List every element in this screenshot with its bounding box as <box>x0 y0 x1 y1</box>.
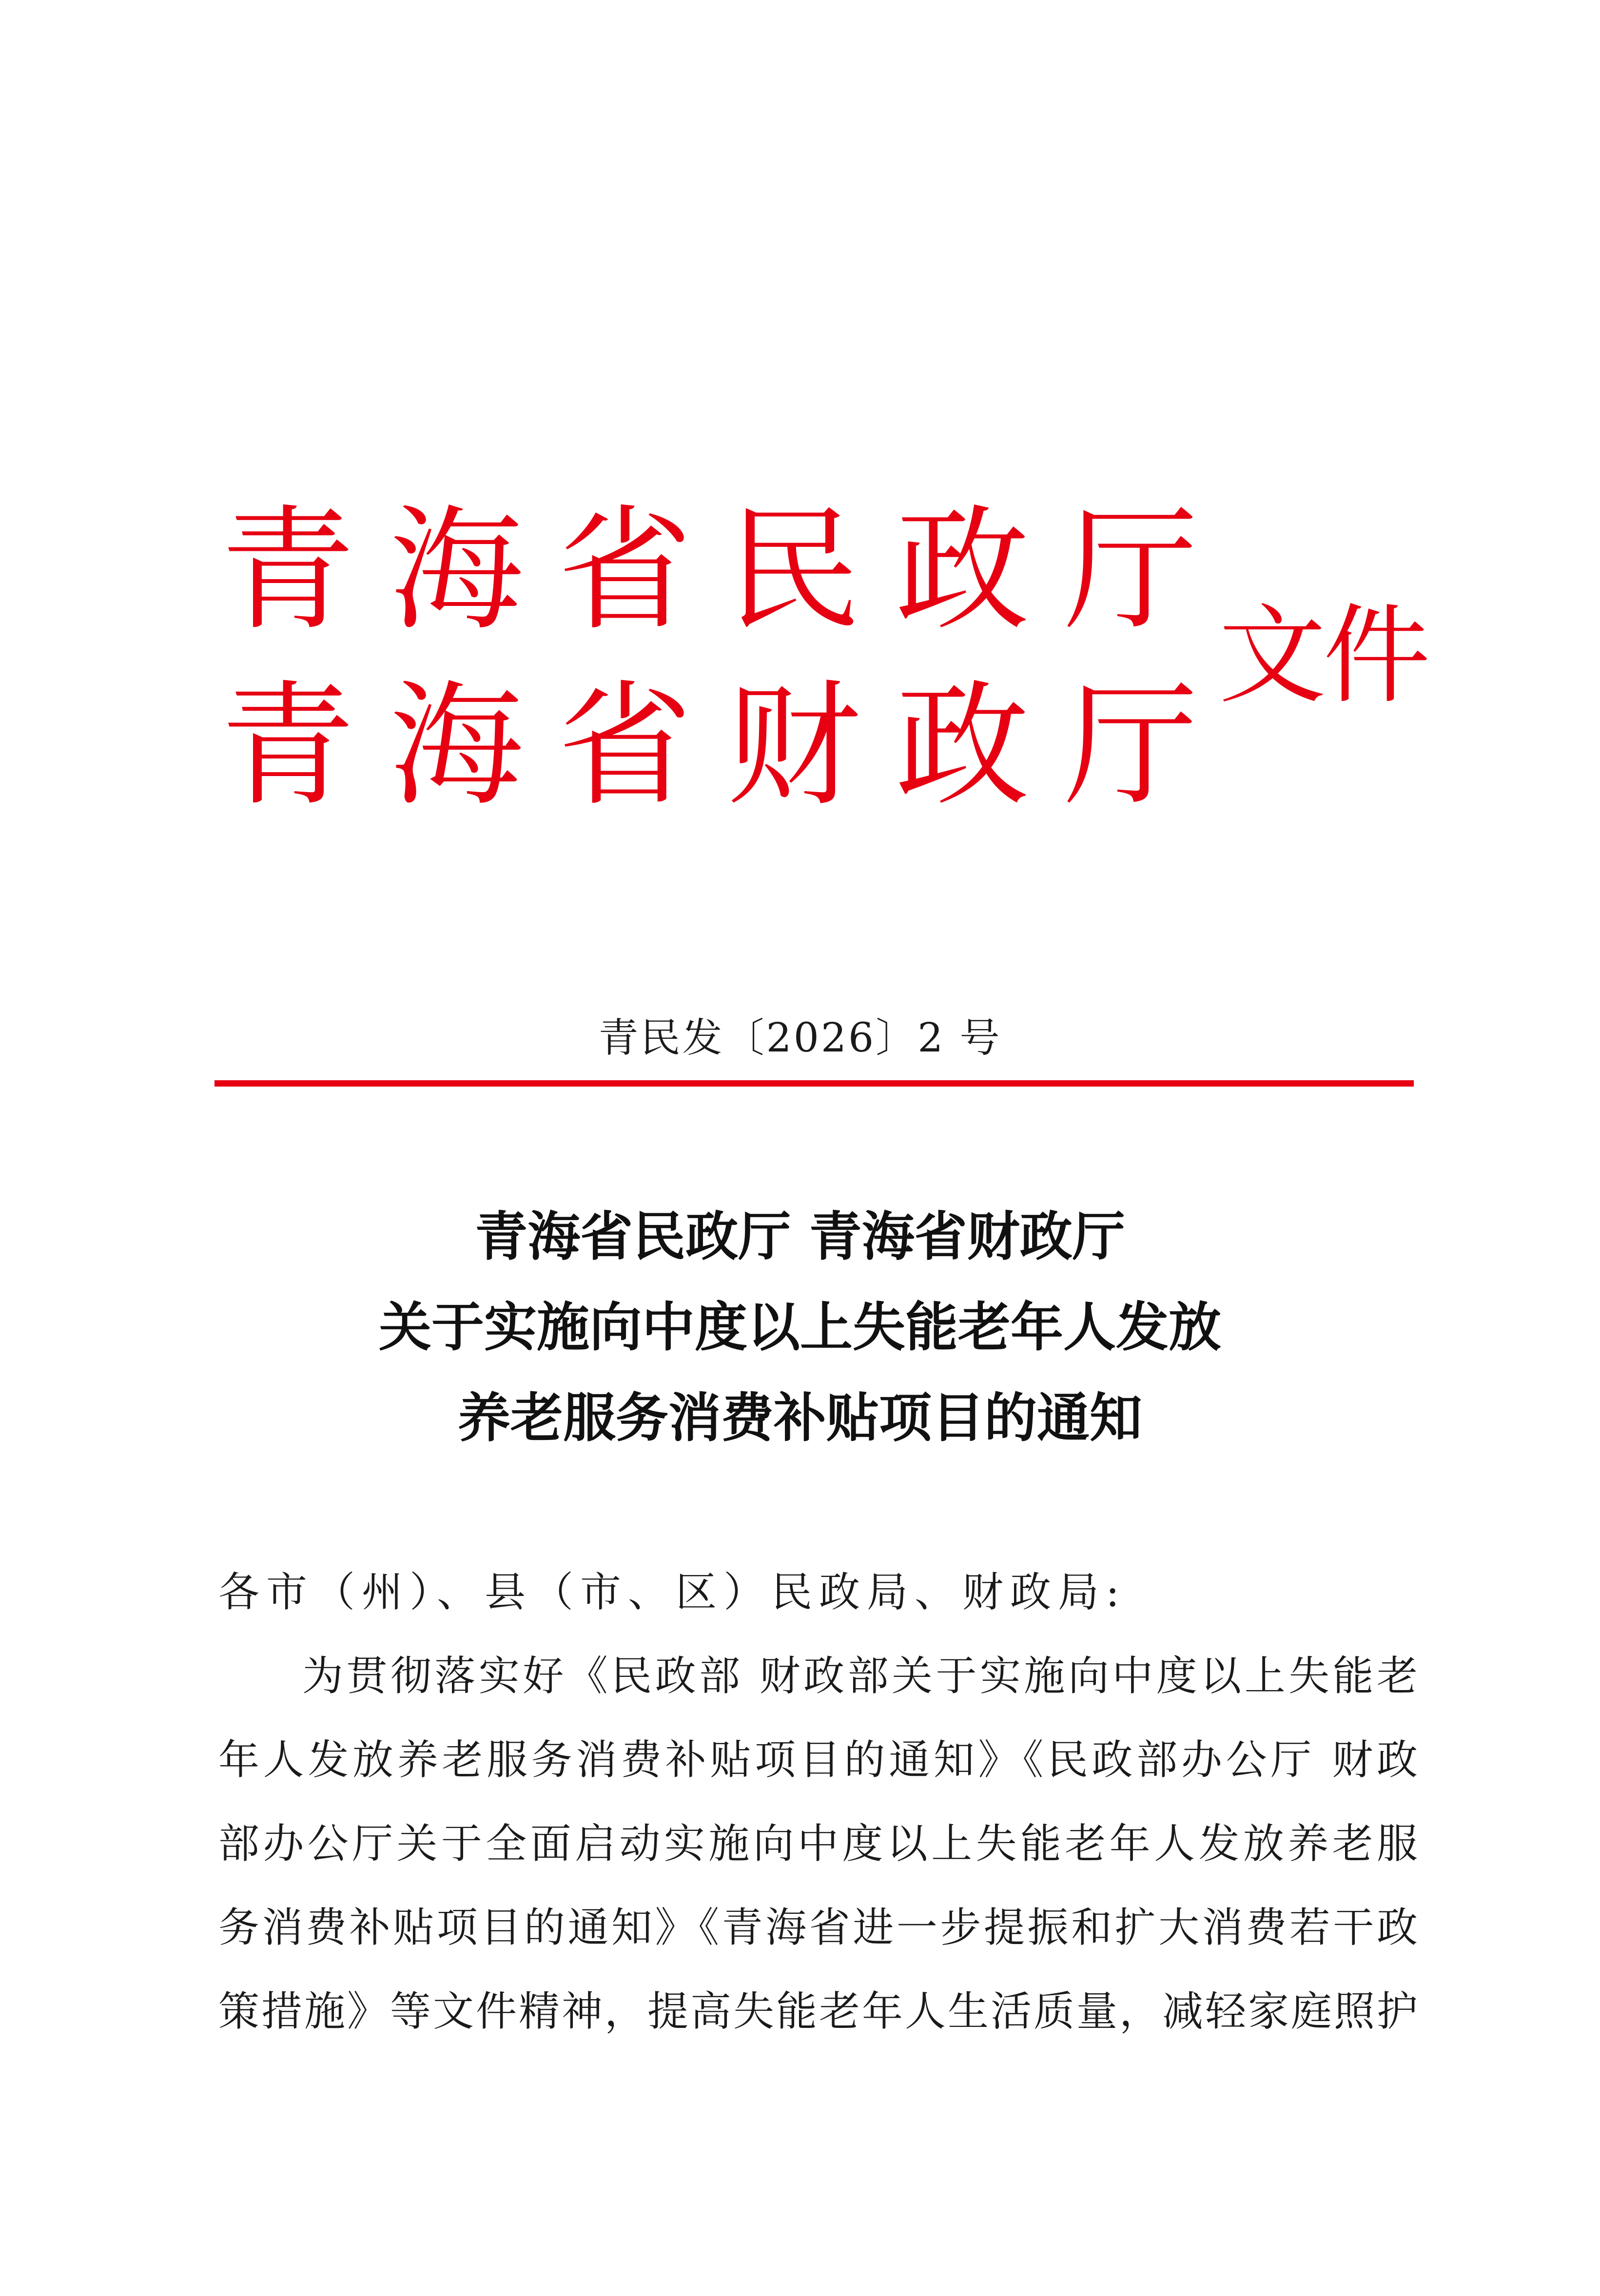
issuer-char: 省 <box>558 492 692 648</box>
issuer-char: 青 <box>220 492 355 648</box>
issuer-char: 海 <box>389 492 524 648</box>
paragraph-line: 部办公厅关于全面启动实施向中度以上失能老年人发放养老服 <box>218 1820 1418 1868</box>
title-line: 关于实施向中度以上失能老年人发放 <box>378 1297 1221 1358</box>
issuer-civil-affairs <box>215 492 1204 648</box>
document-body <box>218 1550 1418 2053</box>
issuer-char: 财 <box>726 668 861 824</box>
paragraph-line: 年人发放养老服务消费补贴项目的通知》《民政部办公厅 财政 <box>218 1736 1418 1784</box>
document-number: 青民发〔2026〕2 号 <box>598 1015 1002 1061</box>
issuer-char: 民 <box>726 492 861 648</box>
issuer-char: 政 <box>895 492 1030 648</box>
title-line: 养老服务消费补贴项目的通知 <box>457 1388 1142 1449</box>
document-type-label: 文件 <box>1219 593 1428 718</box>
title-line: 青海省民政厅 青海省财政厅 <box>475 1206 1125 1267</box>
issuer-char: 厅 <box>1064 668 1198 824</box>
paragraph-line: 策措施》等文件精神，提高失能老年人生活质量，减轻家庭照护 <box>218 1987 1418 2035</box>
paragraph-line: 为贯彻落实好《民政部 财政部关于实施向中度以上失能老 <box>302 1652 1418 1700</box>
issuer-char: 省 <box>558 668 692 824</box>
document-header <box>215 492 1428 829</box>
issuer-char: 青 <box>220 668 355 824</box>
issuer-finance <box>215 668 1204 824</box>
paragraph-line: 务消费补贴项目的通知》《青海省进一步提振和扩大消费若干政 <box>218 1904 1418 1951</box>
red-separator-line <box>215 1080 1414 1087</box>
issuer-char: 海 <box>389 668 524 824</box>
salutation: 各市（州）、县（市、区）民政局、财政局: <box>218 1568 1127 1616</box>
issuer-char: 政 <box>895 668 1030 824</box>
issuer-char: 厅 <box>1064 492 1198 648</box>
document-title <box>0 1192 1600 1464</box>
